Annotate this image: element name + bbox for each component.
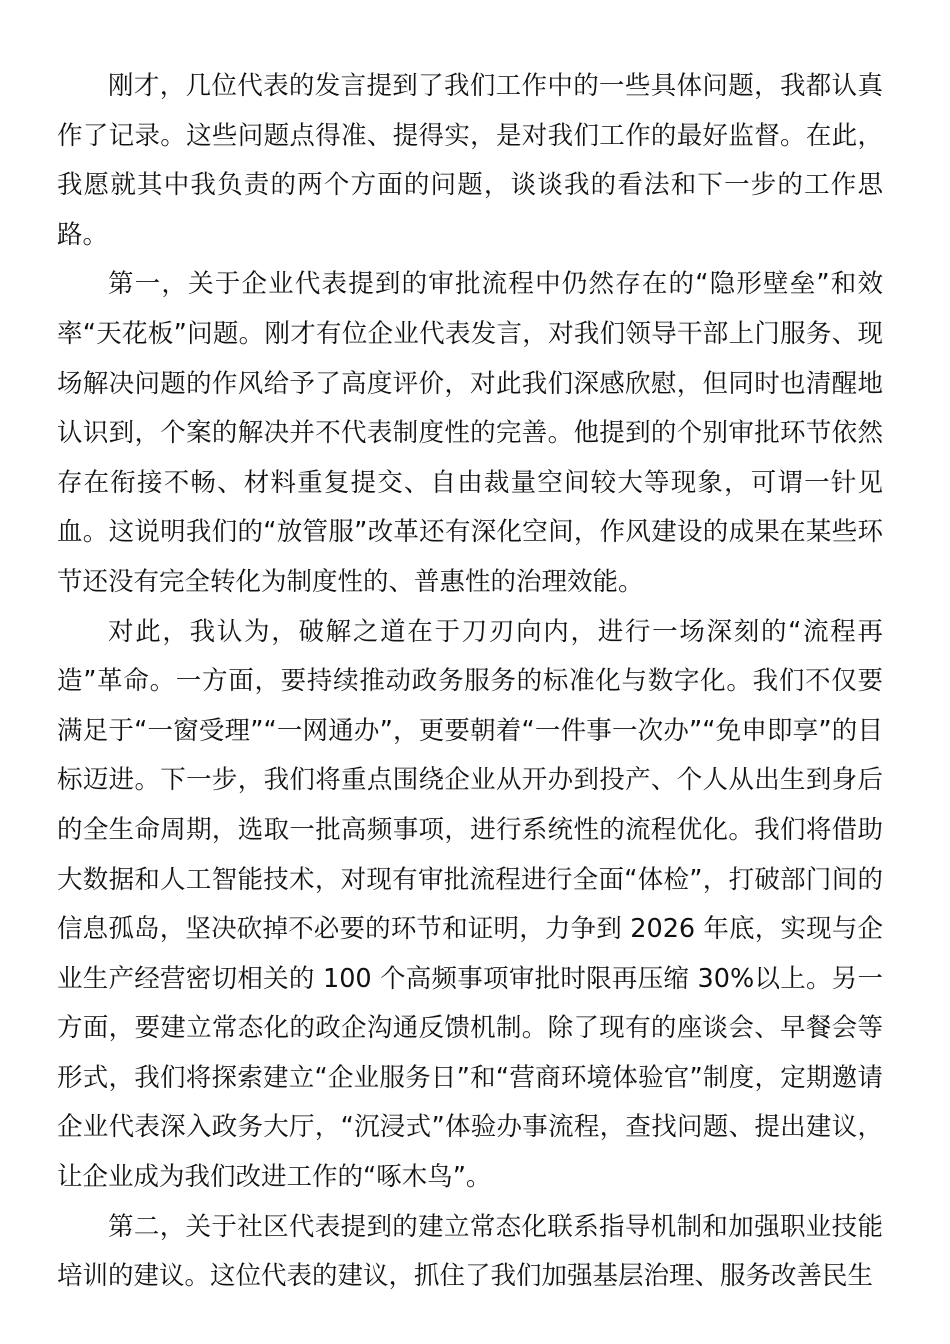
- paragraph-intro: 刚才，几位代表的发言提到了我们工作中的一些具体问题，我都认真作了记录。这些问题点得准、提得实，是对我们工作的最好监督。在此，我愿就其中我负责的两个方面的问题，谈谈我的看法和下一步的工作思路。: [57, 71, 883, 250]
- paragraph-second-point: 第二，关于社区代表提到的建立常态化联系指导机制和加强职业技能培训的建议。这位代表的建议，抓住了我们加强基层治理、服务改善民生: [57, 1211, 883, 1292]
- document-body: [57, 62, 883, 1302]
- paragraph-first-point: 第一，关于企业代表提到的审批流程中仍然存在的“隐形壁垒”和效率“天花板”问题。刚才有位企业代表发言，对我们领导干部上门服务、现场解决问题的作风给予了高度评价，对此我们深感欣慰，但同时也清醒地认识到，个案的解决并不代表制度性的完善。他提到的个别审批环节依然存在衔接不畅、材料重复提交、自由裁量空间较大等现象，可谓一针见血。这说明我们的“放管服”改革还有深化空间，作风建设的成果在某些环节还没有完全转化为制度性的、普惠性的治理效能。: [57, 269, 883, 597]
- paragraph-solution: 对此，我认为，破解之道在于刀刃向内，进行一场深刻的“流程再造”革命。一方面，要持续推动政务服务的标准化与数字化。我们不仅要满足于“一窗受理”“一网通办”，更要朝着“一件事一次办”“免申即享”的目标迈进。下一步，我们将重点围绕企业从开办到投产、个人从出生到身后的全生命周期，选取一批高频事项，进行系统性的流程优化。我们将借助大数据和人工智能技术，对现有审批流程进行全面“体检”，打破部门间的信息孤岛，坚决砍掉不必要的环节和证明，力争到 2026 年底，实现与企业生产经营密切相关的 100 个高频事项审批时限再压缩 30%以上。另一方面，要建立常态化的政企沟通反馈机制。除了现有的座谈会、早餐会等形式，我们将探索建立“企业服务日”和“营商环境体验官”制度，定期邀请企业代表深入政务大厅，“沉浸式”体验办事流程，查找问题、提出建议，让企业成为我们改进工作的“啄木鸟”。: [57, 616, 883, 1193]
